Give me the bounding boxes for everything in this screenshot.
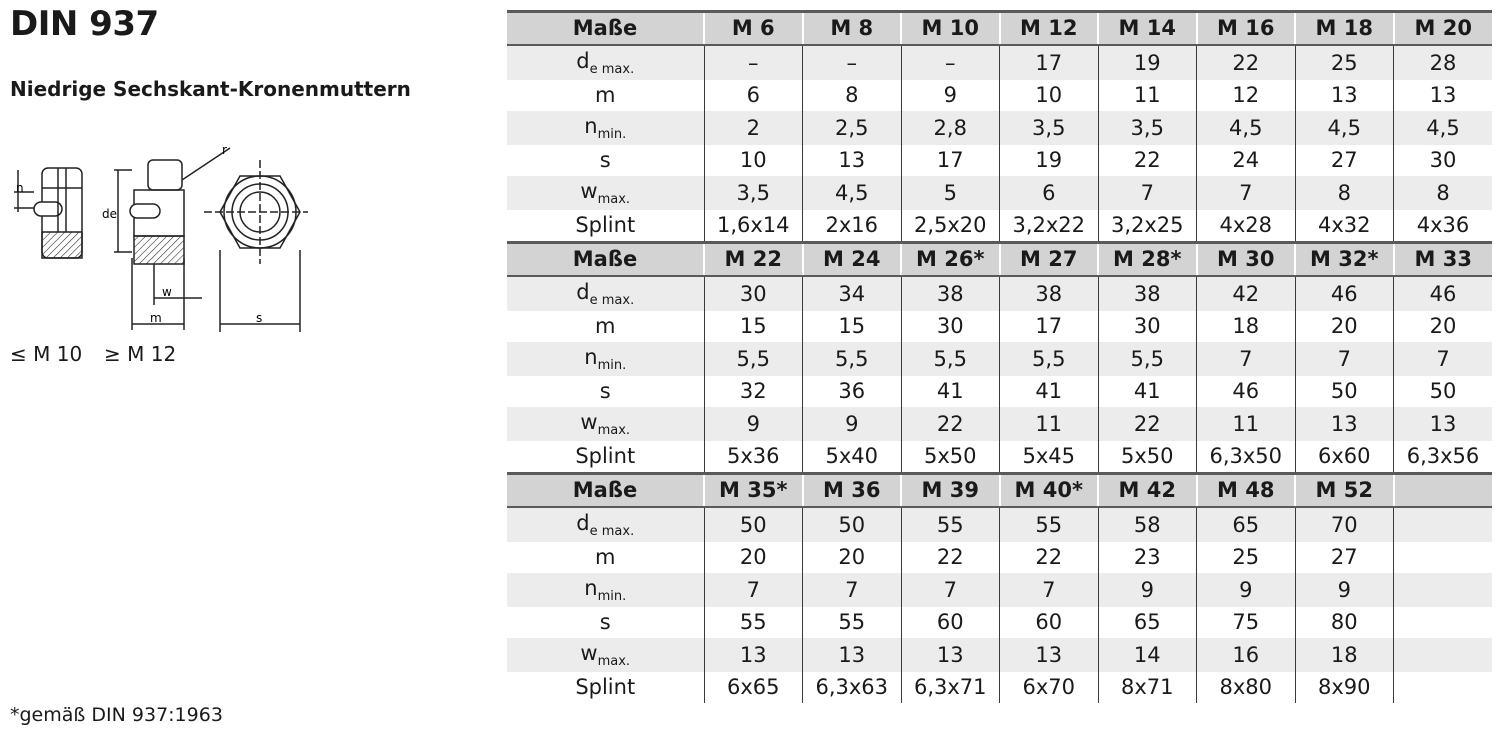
size-header: M 12 <box>1000 12 1099 46</box>
table-cell: 17 <box>1000 311 1099 342</box>
table-row-de <box>507 507 1492 542</box>
row-label-m: m <box>595 314 616 338</box>
table-cell: 11 <box>1197 407 1296 441</box>
table-cell: 9 <box>704 407 803 441</box>
size-note-small: ≤ M 10 <box>10 342 83 366</box>
size-header: M 10 <box>901 12 1000 46</box>
table-cell: 36 <box>803 376 902 407</box>
table-cell <box>1394 607 1493 638</box>
size-header: M 22 <box>704 243 803 277</box>
table-cell: 38 <box>1000 276 1099 311</box>
size-header: M 30 <box>1197 243 1296 277</box>
row-label-de: $d_{e max.}$ <box>507 45 704 80</box>
size-header: M 32* <box>1295 243 1394 277</box>
table-cell: 3,5 <box>704 176 803 210</box>
table-cell: 30 <box>704 276 803 311</box>
table-cell: 50 <box>1295 376 1394 407</box>
table-cell: 10 <box>1000 80 1099 111</box>
small-nut-side-view <box>14 168 82 258</box>
table-cell: 9 <box>1197 573 1296 607</box>
table-cell: 6x70 <box>1000 672 1099 703</box>
table-cell: 5x50 <box>1098 441 1197 472</box>
table-cell: 5x45 <box>1000 441 1099 472</box>
row-label-m: m <box>595 545 616 569</box>
size-header: M 39 <box>901 474 1000 508</box>
size-header: M 28* <box>1098 243 1197 277</box>
table-row-m <box>507 80 1492 111</box>
row-label-splint: Splint <box>575 213 636 237</box>
table-cell: 11 <box>1098 80 1197 111</box>
table-cell: 23 <box>1098 542 1197 573</box>
table-row-splint <box>507 441 1492 472</box>
table-cell: 13 <box>1394 80 1493 111</box>
row-label-de: $d_{e max.}$ <box>507 276 704 311</box>
table-cell: 19 <box>1098 45 1197 80</box>
table-cell <box>1394 507 1493 542</box>
table-cell: 5,5 <box>1000 342 1099 376</box>
table-cell: 42 <box>1197 276 1296 311</box>
table-cell: 41 <box>1098 376 1197 407</box>
table-cell: 6x65 <box>704 672 803 703</box>
table-cell: 3,2x25 <box>1098 210 1197 241</box>
table-cell: 2,8 <box>901 111 1000 145</box>
drawing-label-w: w <box>162 285 172 299</box>
table-cell: 30 <box>901 311 1000 342</box>
row-label-s: s <box>599 379 611 403</box>
table-cell: 1,6x14 <box>704 210 803 241</box>
table-cell: 16 <box>1197 638 1296 672</box>
size-header: M 16 <box>1197 12 1296 46</box>
table-cell: 65 <box>1197 507 1296 542</box>
table-cell: 50 <box>803 507 902 542</box>
dimension-table-1 <box>507 10 1492 241</box>
table-cell: 6 <box>1000 176 1099 210</box>
table-cell: 20 <box>1394 311 1493 342</box>
table-cell: 20 <box>704 542 803 573</box>
table-header-row <box>507 12 1492 46</box>
table-row-w <box>507 176 1492 210</box>
drawing-label-de: de <box>102 207 117 221</box>
table-cell: 5,5 <box>803 342 902 376</box>
table-cell: 19 <box>1000 145 1099 176</box>
table-header-row <box>507 474 1492 508</box>
table-cell: 18 <box>1295 638 1394 672</box>
table-cell: 17 <box>901 145 1000 176</box>
table-cell: 30 <box>1394 145 1493 176</box>
table-row-w <box>507 638 1492 672</box>
drawing-label-n: n <box>16 181 24 195</box>
table-cell <box>1394 638 1493 672</box>
table-cell: 13 <box>1394 407 1493 441</box>
table-cell: 13 <box>1295 407 1394 441</box>
size-header: M 48 <box>1197 474 1296 508</box>
table-cell: 15 <box>803 311 902 342</box>
size-header: M 24 <box>803 243 902 277</box>
row-label-s: s <box>599 610 611 634</box>
table-cell: 6 <box>704 80 803 111</box>
table-cell: 27 <box>1295 542 1394 573</box>
table-cell: 4x32 <box>1295 210 1394 241</box>
row-label-w: $w_{max.}$ <box>507 638 704 672</box>
footnote: *gemäß DIN 937:1963 <box>10 704 223 726</box>
table-cell: 32 <box>704 376 803 407</box>
table-cell: 38 <box>1098 276 1197 311</box>
table-cell: 20 <box>803 542 902 573</box>
table-cell: 7 <box>704 573 803 607</box>
row-label-w: $w_{max.}$ <box>507 407 704 441</box>
nut-technical-drawing <box>8 140 308 340</box>
table-cell: 38 <box>901 276 1000 311</box>
table-cell: 2x16 <box>803 210 902 241</box>
table-cell: 22 <box>901 542 1000 573</box>
nut-top-view <box>182 148 308 332</box>
table-cell: 13 <box>803 145 902 176</box>
row-label-de: $d_{e max.}$ <box>507 507 704 542</box>
size-header <box>1394 474 1493 508</box>
table-cell: 6x60 <box>1295 441 1394 472</box>
table-cell: 55 <box>1000 507 1099 542</box>
table-cell: 55 <box>803 607 902 638</box>
table-cell: 10 <box>704 145 803 176</box>
table-cell <box>1394 573 1493 607</box>
drawing-label-r: r <box>222 143 227 157</box>
drawing-label-m: m <box>150 311 162 325</box>
table-cell: 9 <box>803 407 902 441</box>
table-row-n <box>507 573 1492 607</box>
table-cell: 28 <box>1394 45 1493 80</box>
table-cell: 22 <box>1098 145 1197 176</box>
table-cell: 7 <box>803 573 902 607</box>
size-header: M 40* <box>1000 474 1099 508</box>
table-cell: 4,5 <box>803 176 902 210</box>
table-cell: 2,5x20 <box>901 210 1000 241</box>
dimension-table-3 <box>507 472 1492 703</box>
table-cell: 5,5 <box>901 342 1000 376</box>
table-cell: 7 <box>1197 176 1296 210</box>
table-cell: 3,5 <box>1000 111 1099 145</box>
row-label-m: m <box>595 83 616 107</box>
table-cell: 34 <box>803 276 902 311</box>
table-cell: 8x80 <box>1197 672 1296 703</box>
table-row-s <box>507 376 1492 407</box>
table-cell: 5x36 <box>704 441 803 472</box>
table-cell: 65 <box>1098 607 1197 638</box>
table-row-n <box>507 111 1492 145</box>
table-cell: 8 <box>1295 176 1394 210</box>
table-cell: 7 <box>901 573 1000 607</box>
table-row-m <box>507 311 1492 342</box>
header-label: Maße <box>507 474 704 508</box>
table-cell: 22 <box>1197 45 1296 80</box>
table-cell: 13 <box>803 638 902 672</box>
table-cell: 41 <box>1000 376 1099 407</box>
table-row-splint <box>507 210 1492 241</box>
table-cell: 6,3x71 <box>901 672 1000 703</box>
table-cell: 50 <box>704 507 803 542</box>
table-cell: 14 <box>1098 638 1197 672</box>
table-cell: 25 <box>1295 45 1394 80</box>
table-row-splint <box>507 672 1492 703</box>
large-nut-side-view <box>114 160 202 330</box>
table-cell: 22 <box>1098 407 1197 441</box>
row-label-w: $w_{max.}$ <box>507 176 704 210</box>
table-cell: 7 <box>1394 342 1493 376</box>
table-cell: 55 <box>704 607 803 638</box>
table-cell: 9 <box>901 80 1000 111</box>
table-cell: 7 <box>1000 573 1099 607</box>
table-cell: 8x71 <box>1098 672 1197 703</box>
table-cell: 13 <box>1295 80 1394 111</box>
table-cell: 2,5 <box>803 111 902 145</box>
table-cell: 6,3x63 <box>803 672 902 703</box>
table-cell <box>1394 672 1493 703</box>
table-cell: 4x36 <box>1394 210 1493 241</box>
table-cell: 46 <box>1394 276 1493 311</box>
table-cell: 17 <box>1000 45 1099 80</box>
table-row-s <box>507 145 1492 176</box>
table-row-de <box>507 276 1492 311</box>
row-label-n: $n_{min.}$ <box>507 342 704 376</box>
table-cell: 46 <box>1295 276 1394 311</box>
table-cell: – <box>803 45 902 80</box>
table-row-s <box>507 607 1492 638</box>
table-cell: 18 <box>1197 311 1296 342</box>
table-cell: – <box>901 45 1000 80</box>
table-cell: 6,3x56 <box>1394 441 1493 472</box>
size-header: M 18 <box>1295 12 1394 46</box>
table-cell: 75 <box>1197 607 1296 638</box>
table-cell: 15 <box>704 311 803 342</box>
table-cell: 3,2x22 <box>1000 210 1099 241</box>
dimension-table-2 <box>507 241 1492 472</box>
table-cell: 9 <box>1295 573 1394 607</box>
size-header: M 35* <box>704 474 803 508</box>
table-cell: – <box>704 45 803 80</box>
table-cell <box>1394 542 1493 573</box>
size-note-large: ≥ M 12 <box>104 342 177 366</box>
table-cell: 12 <box>1197 80 1296 111</box>
table-cell: 58 <box>1098 507 1197 542</box>
table-row-de <box>507 45 1492 80</box>
page-title: DIN 937 <box>10 4 159 44</box>
table-row-w <box>507 407 1492 441</box>
table-cell: 5,5 <box>1098 342 1197 376</box>
table-cell: 6,3x50 <box>1197 441 1296 472</box>
table-cell: 60 <box>1000 607 1099 638</box>
table-row-n <box>507 342 1492 376</box>
table-cell: 9 <box>1098 573 1197 607</box>
size-header: M 42 <box>1098 474 1197 508</box>
drawing-label-s: s <box>256 311 263 325</box>
table-cell: 4,5 <box>1295 111 1394 145</box>
table-row-m <box>507 542 1492 573</box>
table-header-row <box>507 243 1492 277</box>
size-header: M 6 <box>704 12 803 46</box>
size-header: M 27 <box>1000 243 1099 277</box>
table-cell: 13 <box>1000 638 1099 672</box>
row-label-n: $n_{min.}$ <box>507 111 704 145</box>
size-header: M 14 <box>1098 12 1197 46</box>
table-cell: 8x90 <box>1295 672 1394 703</box>
table-cell: 5x40 <box>803 441 902 472</box>
row-label-splint: Splint <box>575 444 636 468</box>
table-cell: 8 <box>1394 176 1493 210</box>
table-cell: 11 <box>1000 407 1099 441</box>
size-header: M 36 <box>803 474 902 508</box>
table-cell: 4x28 <box>1197 210 1296 241</box>
table-cell: 2 <box>704 111 803 145</box>
table-cell: 5x50 <box>901 441 1000 472</box>
table-cell: 30 <box>1098 311 1197 342</box>
table-cell: 22 <box>901 407 1000 441</box>
table-cell: 7 <box>1197 342 1296 376</box>
row-label-s: s <box>599 148 611 172</box>
size-header: M 20 <box>1394 12 1493 46</box>
table-cell: 46 <box>1197 376 1296 407</box>
header-label: Maße <box>507 243 704 277</box>
table-cell: 70 <box>1295 507 1394 542</box>
table-cell: 5,5 <box>704 342 803 376</box>
table-cell: 8 <box>803 80 902 111</box>
header-label: Maße <box>507 12 704 46</box>
table-cell: 4,5 <box>1197 111 1296 145</box>
table-cell: 5 <box>901 176 1000 210</box>
table-cell: 41 <box>901 376 1000 407</box>
table-cell: 80 <box>1295 607 1394 638</box>
table-cell: 7 <box>1098 176 1197 210</box>
size-header: M 52 <box>1295 474 1394 508</box>
table-cell: 4,5 <box>1394 111 1493 145</box>
table-cell: 22 <box>1000 542 1099 573</box>
table-cell: 55 <box>901 507 1000 542</box>
table-cell: 50 <box>1394 376 1493 407</box>
table-cell: 27 <box>1295 145 1394 176</box>
page-subtitle: Niedrige Sechskant-Kronenmuttern <box>10 77 411 101</box>
table-cell: 13 <box>704 638 803 672</box>
table-cell: 24 <box>1197 145 1296 176</box>
row-label-splint: Splint <box>575 675 636 699</box>
table-cell: 13 <box>901 638 1000 672</box>
table-cell: 60 <box>901 607 1000 638</box>
row-label-n: $n_{min.}$ <box>507 573 704 607</box>
size-header: M 33 <box>1394 243 1493 277</box>
size-header: M 26* <box>901 243 1000 277</box>
size-header: M 8 <box>803 12 902 46</box>
table-cell: 3,5 <box>1098 111 1197 145</box>
table-cell: 20 <box>1295 311 1394 342</box>
table-cell: 7 <box>1295 342 1394 376</box>
table-cell: 25 <box>1197 542 1296 573</box>
